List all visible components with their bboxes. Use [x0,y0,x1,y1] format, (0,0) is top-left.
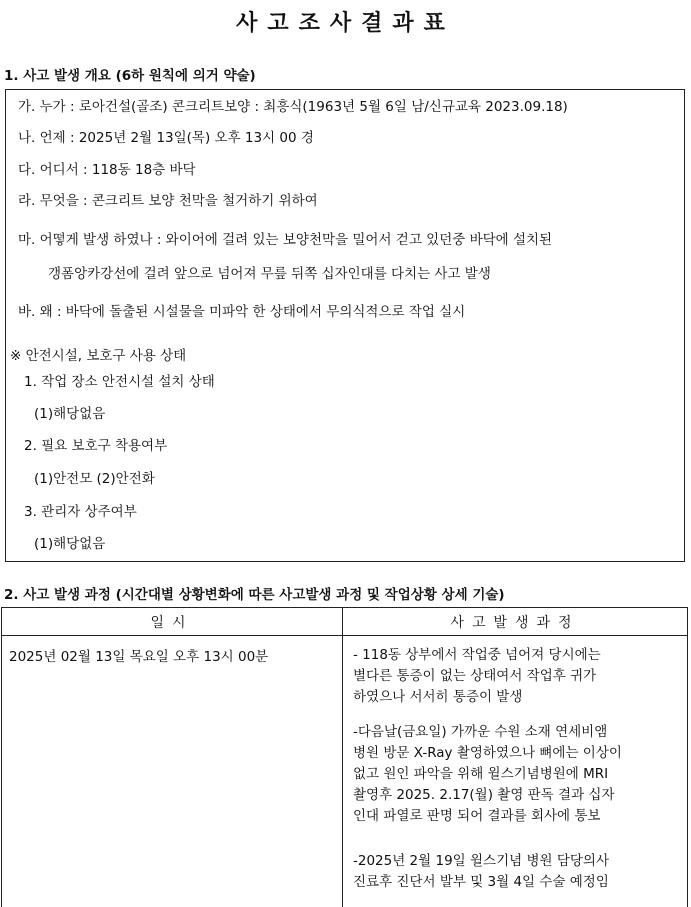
how-line: 마. 어떻게 발생 하였나 : 와이어에 걸려 있는 보양천막을 밀어서 걷고 있던중 바닥에 설치된 [18,232,553,248]
safety-a1: (1)해당없음 [34,406,106,422]
section2-heading: 2. 사고 발생 과정 (시간대별 상황변화에 따른 사고발생 과정 및 작업상황 상세 기술) [4,587,505,603]
header-process: 사고발생과정 [450,615,580,631]
what-line: 라. 무엇을 : 콘크리트 보양 천막을 철거하기 위하여 [18,193,318,209]
safety-q3: 3. 관리자 상주여부 [24,504,137,520]
safety-a2: (1)안전모 (2)안전화 [34,471,155,487]
safety-q1: 1. 작업 장소 안전시설 설치 상태 [24,374,215,390]
table-header [2,608,687,636]
why-line: 바. 왜 : 바닥에 돌출된 시설물을 미파악 한 상태에서 무의식적으로 작업 실시 [18,304,466,320]
who-line: 가. 누가 : 로아건설(골조) 콘크리트보양 : 최흥식(1963년 5월 6일 남/신규교육 2023.09.18) [18,99,568,115]
when-line: 나. 언제 : 2025년 2월 13일(목) 오후 13시 00 경 [18,130,314,146]
section1-heading: 1. 사고 발생 개요 (6하 원칙에 의거 약술) [4,68,256,84]
safety-a3: (1)해당없음 [34,536,106,552]
where-line: 다. 어디서 : 118동 18층 바닥 [18,162,196,178]
how-line-cont: 갱폼앙카강선에 걸려 앞으로 넘어져 무릎 뒤쪽 십자인대를 다치는 사고 발생 [48,266,491,282]
header-date: 일시 [150,615,194,631]
process-table [1,607,688,907]
overview-box [5,89,685,562]
process-para-1: - 118동 상부에서 작업중 넘어져 당시에는 별다른 통증이 없는 상태여서 작업후 귀가 하였으나 서서히 통증이 발생 [353,647,601,705]
safety-q2: 2. 필요 보호구 착용여부 [24,438,168,454]
process-para-3: -2025년 2월 19일 윌스기념 병원 담당의사 진료후 진단서 발부 및 3월 4일 수술 예정임 [353,853,609,890]
process-para-2: -다음날(금요일) 가까운 수원 소재 연세비앰 병원 방문 X-Ray 촬영하였으나 뼈에는 이상이 없고 원인 파악을 위해 윌스기념병원에 MRI 촬영후 2025. 2.17(월) 촬영 판독 결과 십자 인대 파열로 판명 되어 결과를 회사에 통보 [353,724,622,824]
column-divider [342,608,343,907]
page-title: 사고조사결과표 [236,11,455,36]
safety-heading: ※ 안전시설, 보호구 사용 상태 [10,348,187,364]
row-date: 2025년 02월 13일 목요일 오후 13시 00분 [9,649,269,665]
